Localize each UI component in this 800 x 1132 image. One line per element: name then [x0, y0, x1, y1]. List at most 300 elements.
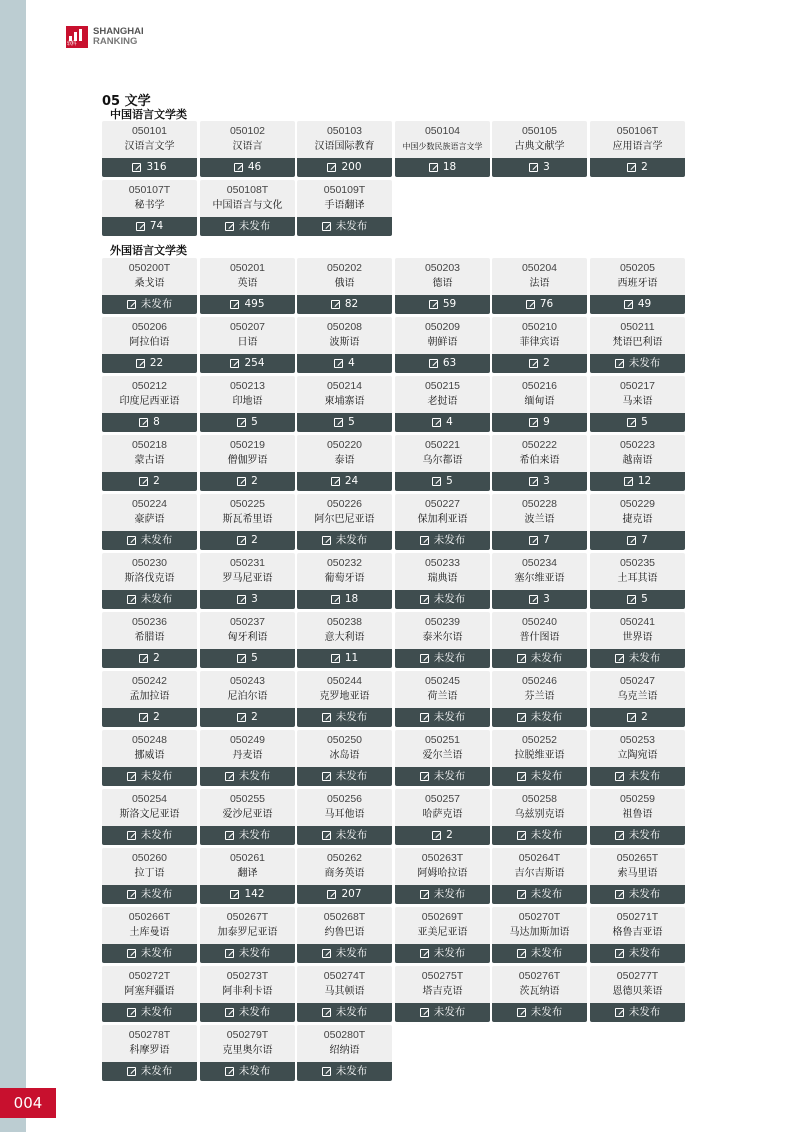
program-count: 未发布 — [628, 357, 661, 369]
edit-icon — [139, 477, 148, 486]
program-count: 未发布 — [628, 947, 661, 959]
edit-icon — [225, 1067, 234, 1076]
program-count-bar[interactable] — [297, 649, 392, 668]
major-name: 拉脱维亚语 — [514, 750, 565, 761]
major-name: 加泰罗尼亚语 — [217, 927, 278, 938]
major-card[interactable] — [297, 317, 392, 373]
program-count: 未发布 — [140, 888, 173, 900]
major-card[interactable] — [590, 494, 685, 550]
major-code: 050213 — [229, 380, 266, 392]
major-card[interactable] — [200, 553, 295, 609]
program-count-bar[interactable] — [492, 826, 587, 845]
major-card[interactable] — [590, 966, 685, 1022]
program-count-bar[interactable] — [590, 885, 685, 904]
major-card[interactable] — [590, 258, 685, 314]
program-count: 未发布 — [140, 829, 173, 841]
program-count-bar[interactable] — [102, 708, 197, 727]
program-count-bar[interactable] — [102, 158, 197, 177]
program-count-bar[interactable] — [297, 590, 392, 609]
major-card[interactable] — [200, 258, 295, 314]
major-name: 土库曼语 — [129, 927, 170, 938]
major-card[interactable] — [297, 121, 392, 177]
major-code: 050258 — [521, 793, 558, 805]
major-card[interactable] — [492, 494, 587, 550]
program-count-bar[interactable] — [102, 1062, 197, 1081]
major-code: 050240 — [521, 616, 558, 628]
major-card[interactable] — [492, 671, 587, 727]
program-count-bar[interactable] — [102, 649, 197, 668]
major-card[interactable] — [492, 907, 587, 963]
program-count: 未发布 — [530, 1006, 563, 1018]
major-card[interactable] — [297, 612, 392, 668]
edit-icon — [127, 890, 136, 899]
major-name: 德语 — [432, 278, 453, 289]
program-count-bar[interactable] — [590, 649, 685, 668]
major-card[interactable] — [297, 435, 392, 491]
major-name: 瑞典语 — [427, 573, 458, 584]
program-count-bar[interactable] — [395, 472, 490, 491]
major-card[interactable] — [395, 612, 490, 668]
major-card[interactable] — [297, 966, 392, 1022]
program-count-bar[interactable] — [590, 472, 685, 491]
major-name: 应用语言学 — [612, 141, 663, 152]
major-card[interactable] — [102, 789, 197, 845]
major-code: 050105 — [521, 125, 558, 137]
program-count-bar[interactable] — [297, 354, 392, 373]
major-card[interactable] — [590, 907, 685, 963]
major-card[interactable] — [297, 553, 392, 609]
major-card[interactable] — [297, 258, 392, 314]
major-name: 乌克兰语 — [617, 691, 658, 702]
major-code: 050276T — [518, 970, 561, 982]
major-code: 050219 — [229, 439, 266, 451]
program-count-bar[interactable] — [200, 158, 295, 177]
major-name: 绍纳语 — [329, 1045, 360, 1056]
major-name: 格鲁吉亚语 — [612, 927, 663, 938]
program-count-bar[interactable] — [200, 590, 295, 609]
major-card[interactable] — [297, 671, 392, 727]
major-card[interactable] — [395, 258, 490, 314]
major-card[interactable] — [395, 907, 490, 963]
program-count: 未发布 — [433, 593, 466, 605]
program-count-bar[interactable] — [590, 295, 685, 314]
major-card[interactable] — [102, 180, 197, 236]
major-card[interactable] — [590, 121, 685, 177]
program-count: 未发布 — [433, 888, 466, 900]
major-name: 阿姆哈拉语 — [417, 868, 468, 879]
program-count-bar[interactable] — [492, 354, 587, 373]
major-code: 050244 — [326, 675, 363, 687]
edit-icon — [432, 831, 441, 840]
major-card[interactable] — [200, 966, 295, 1022]
major-name: 印地语 — [232, 396, 263, 407]
program-count-bar[interactable] — [102, 217, 197, 236]
major-card[interactable] — [492, 612, 587, 668]
edit-icon — [136, 222, 145, 231]
major-card[interactable] — [102, 121, 197, 177]
program-count: 未发布 — [433, 770, 466, 782]
program-count: 76 — [539, 298, 554, 310]
program-count-bar[interactable] — [297, 708, 392, 727]
major-code: 050231 — [229, 557, 266, 569]
major-card[interactable] — [590, 612, 685, 668]
program-count-bar[interactable] — [102, 944, 197, 963]
major-name: 缅甸语 — [524, 396, 555, 407]
major-code: 050221 — [424, 439, 461, 451]
program-count-bar[interactable] — [590, 708, 685, 727]
major-card[interactable] — [102, 435, 197, 491]
program-count-bar[interactable] — [590, 1003, 685, 1022]
program-count-bar[interactable] — [297, 531, 392, 550]
program-count: 2 — [153, 711, 160, 723]
program-count-bar[interactable] — [395, 826, 490, 845]
page-number: 004 — [0, 1088, 56, 1118]
major-card[interactable] — [200, 376, 295, 432]
edit-icon — [237, 536, 246, 545]
program-count: 未发布 — [140, 534, 173, 546]
major-name: 希腊语 — [134, 632, 165, 643]
major-card[interactable] — [395, 376, 490, 432]
major-card[interactable] — [395, 317, 490, 373]
major-card[interactable] — [590, 789, 685, 845]
program-count: 未发布 — [628, 770, 661, 782]
major-card[interactable] — [102, 612, 197, 668]
major-card[interactable] — [200, 907, 295, 963]
program-count: 未发布 — [335, 829, 368, 841]
program-count-bar[interactable] — [395, 708, 490, 727]
program-count-bar[interactable] — [492, 413, 587, 432]
major-card[interactable] — [200, 494, 295, 550]
major-card[interactable] — [297, 848, 392, 904]
major-card[interactable] — [102, 376, 197, 432]
major-card[interactable] — [395, 121, 490, 177]
major-name: 荷兰语 — [427, 691, 458, 702]
program-count-bar[interactable] — [395, 944, 490, 963]
major-code: 050246 — [521, 675, 558, 687]
program-count: 2 — [251, 711, 258, 723]
program-count-bar[interactable] — [590, 413, 685, 432]
major-card[interactable] — [395, 553, 490, 609]
major-card[interactable] — [200, 612, 295, 668]
program-count: 未发布 — [433, 947, 466, 959]
program-count-bar[interactable] — [200, 767, 295, 786]
major-name: 马耳他语 — [324, 809, 365, 820]
edit-icon — [526, 300, 535, 309]
major-code: 050215 — [424, 380, 461, 392]
major-card[interactable] — [492, 376, 587, 432]
edit-icon — [237, 418, 246, 427]
major-code: 050218 — [131, 439, 168, 451]
program-count-bar[interactable] — [395, 649, 490, 668]
edit-icon — [322, 536, 331, 545]
program-count-bar[interactable] — [102, 1003, 197, 1022]
major-code: 050263T — [421, 852, 464, 864]
major-card[interactable] — [492, 789, 587, 845]
major-card[interactable] — [590, 848, 685, 904]
program-count-bar[interactable] — [297, 1062, 392, 1081]
major-name: 普什图语 — [519, 632, 560, 643]
program-count: 2 — [543, 357, 550, 369]
major-card[interactable] — [492, 730, 587, 786]
major-card[interactable] — [492, 553, 587, 609]
major-code: 050108T — [226, 184, 269, 196]
edit-icon — [529, 163, 538, 172]
program-count-bar[interactable] — [200, 1062, 295, 1081]
program-count: 2 — [251, 534, 258, 546]
logo-text — [93, 27, 144, 47]
major-code: 050251 — [424, 734, 461, 746]
program-count-bar[interactable] — [395, 295, 490, 314]
program-count-bar[interactable] — [395, 413, 490, 432]
program-count-bar[interactable] — [395, 354, 490, 373]
program-count-bar[interactable] — [590, 944, 685, 963]
major-code: 050265T — [616, 852, 659, 864]
major-card[interactable] — [492, 966, 587, 1022]
major-code: 050104 — [424, 125, 461, 137]
major-code: 050227 — [424, 498, 461, 510]
major-card[interactable] — [200, 730, 295, 786]
program-count: 12 — [637, 475, 652, 487]
program-count-bar[interactable] — [590, 354, 685, 373]
major-name: 中国少数民族语言文学 — [402, 142, 483, 151]
major-card[interactable] — [102, 553, 197, 609]
major-card[interactable] — [492, 317, 587, 373]
major-card[interactable] — [492, 121, 587, 177]
program-count-bar[interactable] — [395, 767, 490, 786]
program-count-bar[interactable] — [200, 1003, 295, 1022]
program-count-bar[interactable] — [297, 472, 392, 491]
major-card[interactable] — [297, 789, 392, 845]
major-card[interactable] — [590, 435, 685, 491]
major-card[interactable] — [590, 317, 685, 373]
major-name: 僧伽罗语 — [227, 455, 268, 466]
program-count-bar[interactable] — [297, 158, 392, 177]
program-count-bar[interactable] — [590, 826, 685, 845]
program-count-bar[interactable] — [102, 295, 197, 314]
edit-icon — [615, 772, 624, 781]
program-count-bar[interactable] — [200, 649, 295, 668]
program-count: 未发布 — [238, 947, 271, 959]
major-card[interactable] — [590, 671, 685, 727]
major-name: 哈萨克语 — [422, 809, 463, 820]
major-card[interactable] — [102, 848, 197, 904]
program-count: 未发布 — [335, 1065, 368, 1077]
major-name: 手语翻译 — [324, 200, 365, 211]
major-card[interactable] — [200, 317, 295, 373]
program-count-bar[interactable] — [395, 1003, 490, 1022]
major-name: 西班牙语 — [617, 278, 658, 289]
major-card[interactable] — [395, 789, 490, 845]
edit-icon — [624, 300, 633, 309]
major-card[interactable] — [297, 907, 392, 963]
major-card[interactable] — [200, 671, 295, 727]
major-code: 050208 — [326, 321, 363, 333]
program-count-bar[interactable] — [200, 472, 295, 491]
program-count-bar[interactable] — [492, 649, 587, 668]
major-code: 050256 — [326, 793, 363, 805]
edit-icon — [139, 713, 148, 722]
major-code: 050250 — [326, 734, 363, 746]
program-count-bar[interactable] — [297, 217, 392, 236]
major-card[interactable] — [297, 180, 392, 236]
program-count-bar[interactable] — [590, 767, 685, 786]
program-count-bar[interactable] — [492, 590, 587, 609]
major-code: 050264T — [518, 852, 561, 864]
major-card[interactable] — [102, 907, 197, 963]
major-card[interactable] — [200, 1025, 295, 1081]
major-code: 050254 — [131, 793, 168, 805]
major-card[interactable] — [102, 671, 197, 727]
major-name: 马其顿语 — [324, 986, 365, 997]
edit-icon — [615, 654, 624, 663]
program-count-bar[interactable] — [102, 531, 197, 550]
program-count-bar[interactable] — [395, 531, 490, 550]
major-code: 050220 — [326, 439, 363, 451]
program-count-bar[interactable] — [200, 217, 295, 236]
major-name: 冰岛语 — [329, 750, 360, 761]
program-count-bar[interactable] — [492, 295, 587, 314]
program-count-bar[interactable] — [200, 531, 295, 550]
program-count-bar[interactable] — [200, 413, 295, 432]
program-count: 7 — [641, 534, 648, 546]
edit-icon — [127, 772, 136, 781]
major-card[interactable] — [102, 1025, 197, 1081]
program-count-bar[interactable] — [590, 531, 685, 550]
major-card[interactable] — [102, 730, 197, 786]
program-count-bar[interactable] — [102, 354, 197, 373]
major-code: 050203 — [424, 262, 461, 274]
major-card[interactable] — [297, 376, 392, 432]
edit-icon — [420, 536, 429, 545]
major-card[interactable] — [200, 789, 295, 845]
program-count-bar[interactable] — [395, 590, 490, 609]
program-count: 未发布 — [530, 770, 563, 782]
program-count-bar[interactable] — [297, 885, 392, 904]
major-name: 梵语巴利语 — [612, 337, 663, 348]
major-name: 克里奥尔语 — [222, 1045, 273, 1056]
edit-icon — [230, 300, 239, 309]
shanghai-ranking-logo[interactable] — [66, 26, 144, 48]
major-code: 050247 — [619, 675, 656, 687]
program-count-bar[interactable] — [492, 944, 587, 963]
program-count: 5 — [641, 416, 648, 428]
major-code: 050272T — [128, 970, 171, 982]
major-card[interactable] — [590, 553, 685, 609]
program-count-bar[interactable] — [297, 295, 392, 314]
major-name: 阿塞拜疆语 — [124, 986, 175, 997]
program-count-bar[interactable] — [590, 590, 685, 609]
major-card[interactable] — [102, 966, 197, 1022]
program-count-bar[interactable] — [297, 413, 392, 432]
major-card[interactable] — [200, 121, 295, 177]
major-card[interactable] — [200, 848, 295, 904]
program-count-bar[interactable] — [492, 158, 587, 177]
program-count: 未发布 — [433, 534, 466, 546]
major-card[interactable] — [102, 494, 197, 550]
major-code: 050200T — [128, 262, 171, 274]
major-name: 挪威语 — [134, 750, 165, 761]
major-card[interactable] — [200, 435, 295, 491]
category-heading: 外国语言文学类 — [110, 244, 187, 257]
program-count-bar[interactable] — [200, 354, 295, 373]
program-count-bar[interactable] — [200, 885, 295, 904]
major-code: 050267T — [226, 911, 269, 923]
major-card[interactable] — [395, 435, 490, 491]
program-count-bar[interactable] — [492, 1003, 587, 1022]
program-count-bar[interactable] — [102, 767, 197, 786]
program-count-bar[interactable] — [590, 158, 685, 177]
program-count-bar[interactable] — [102, 413, 197, 432]
major-card[interactable] — [395, 966, 490, 1022]
major-name: 越南语 — [622, 455, 653, 466]
program-count-bar[interactable] — [102, 472, 197, 491]
program-count-bar[interactable] — [492, 472, 587, 491]
major-card[interactable] — [297, 494, 392, 550]
program-count-bar[interactable] — [297, 944, 392, 963]
program-count-bar[interactable] — [102, 885, 197, 904]
program-count: 5 — [251, 416, 258, 428]
major-card[interactable] — [395, 848, 490, 904]
major-code: 050257 — [424, 793, 461, 805]
edit-icon — [420, 772, 429, 781]
program-count-bar[interactable] — [492, 767, 587, 786]
program-count-bar[interactable] — [200, 826, 295, 845]
program-count-bar[interactable] — [395, 885, 490, 904]
major-card[interactable] — [492, 848, 587, 904]
program-count-bar[interactable] — [200, 708, 295, 727]
program-count: 未发布 — [140, 593, 173, 605]
edit-icon — [322, 772, 331, 781]
program-count: 未发布 — [530, 888, 563, 900]
major-card[interactable] — [395, 730, 490, 786]
program-count-bar[interactable] — [492, 708, 587, 727]
major-card[interactable] — [395, 671, 490, 727]
major-card[interactable] — [297, 1025, 392, 1081]
edit-icon — [127, 595, 136, 604]
major-card[interactable] — [102, 258, 197, 314]
program-count-bar[interactable] — [200, 295, 295, 314]
major-card[interactable] — [200, 180, 295, 236]
program-count-bar[interactable] — [102, 826, 197, 845]
logo-line-1: SHANGHAI — [93, 26, 144, 37]
major-card[interactable] — [492, 258, 587, 314]
edit-icon — [420, 1008, 429, 1017]
major-code: 050204 — [521, 262, 558, 274]
program-count-bar[interactable] — [492, 885, 587, 904]
logo-line-2: RANKING — [93, 36, 138, 47]
program-count-bar[interactable] — [200, 944, 295, 963]
program-count-bar[interactable] — [492, 531, 587, 550]
major-card[interactable] — [102, 317, 197, 373]
edit-icon — [225, 831, 234, 840]
major-name: 秘书学 — [134, 200, 165, 211]
major-card[interactable] — [297, 730, 392, 786]
major-card[interactable] — [590, 376, 685, 432]
program-count-bar[interactable] — [297, 1003, 392, 1022]
program-count-bar[interactable] — [395, 158, 490, 177]
major-card[interactable] — [492, 435, 587, 491]
program-count-bar[interactable] — [297, 826, 392, 845]
major-card[interactable] — [590, 730, 685, 786]
edit-icon — [627, 713, 636, 722]
program-count-bar[interactable] — [102, 590, 197, 609]
major-code: 050270T — [518, 911, 561, 923]
major-name: 尼泊尔语 — [227, 691, 268, 702]
major-name: 立陶宛语 — [617, 750, 658, 761]
major-card[interactable] — [395, 494, 490, 550]
major-code: 050255 — [229, 793, 266, 805]
program-count-bar[interactable] — [297, 767, 392, 786]
